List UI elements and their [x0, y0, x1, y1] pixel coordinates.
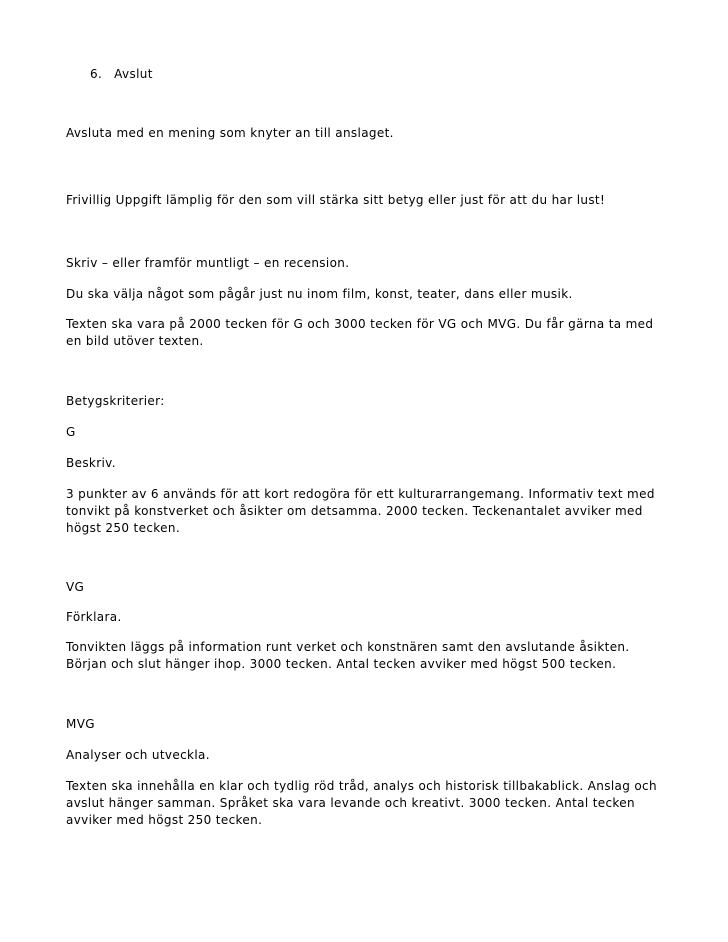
paragraph-mvg-analyze: Analyser och utveckla. — [66, 748, 210, 762]
heading-grade-mvg: MVG — [66, 717, 95, 731]
list-item-label: Avslut — [114, 67, 153, 81]
paragraph-text-length: Texten ska vara på 2000 tecken för G och 3000 tecken för VG och MVG. Du får gärna ta med en bild utöver texten. — [66, 317, 654, 348]
list-item-number: 6. — [90, 67, 103, 81]
paragraph-choose-topic: Du ska välja något som pågår just nu inom film, konst, teater, dans eller musik. — [66, 287, 573, 301]
paragraph-mvg-criteria: Texten ska innehålla en klar och tydlig röd tråd, analys och historisk tillbakablick. Anslag och avslut hänger samman. Språket ska vara levande och kreativt. 3000 tecken. Antal tecken avviker med högst 250 tecken. — [66, 779, 657, 827]
paragraph-optional-task: Frivillig Uppgift lämplig för den som vill stärka sitt betyg eller just för att du har lust! — [66, 193, 606, 207]
heading-grade-vg: VG — [66, 580, 85, 594]
paragraph-vg-criteria: Tonvikten läggs på information runt verket och konstnären samt den avslutande åsikten. Början och slut hänger ihop. 3000 tecken. Antal tecken avviker med högst 500 tecken. — [66, 640, 630, 671]
paragraph-write-review: Skriv – eller framför muntligt – en recension. — [66, 256, 350, 270]
heading-grading-criteria: Betygskriterier: — [66, 394, 165, 408]
paragraph-conclusion: Avsluta med en mening som knyter an till anslaget. — [66, 126, 394, 140]
paragraph-g-criteria: 3 punkter av 6 används för att kort redogöra för ett kulturarrangemang. Informativ text med tonvikt på konstverket och åsikter om detsamma. 2000 tecken. Teckenantalet avviker med högst 250 tecken. — [66, 487, 655, 535]
paragraph-vg-explain: Förklara. — [66, 610, 122, 624]
list-item-avslut — [90, 66, 153, 83]
heading-grade-g: G — [66, 425, 76, 439]
paragraph-g-describe: Beskriv. — [66, 456, 116, 470]
